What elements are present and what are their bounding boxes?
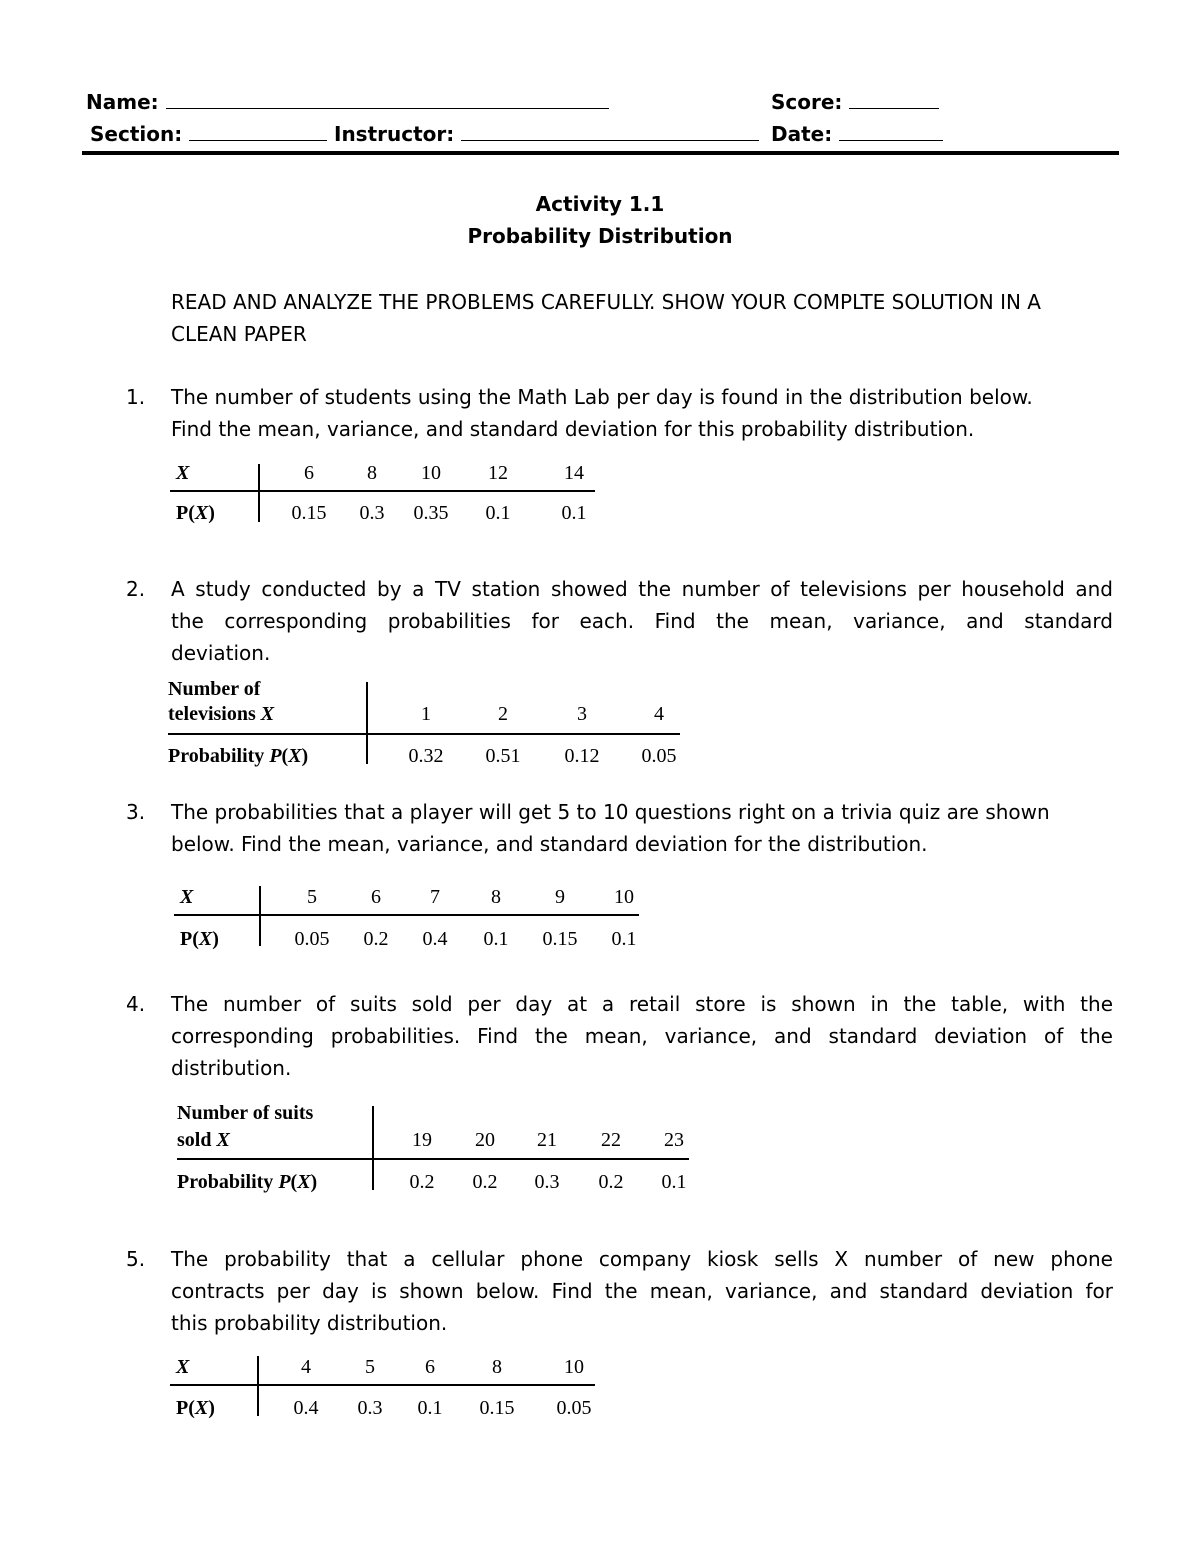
instructor-label: Instructor: [334, 122, 455, 146]
date-field[interactable] [839, 122, 943, 141]
x-value: 7 [430, 886, 440, 908]
distribution-table-1 [170, 458, 600, 530]
p-value: 0.35 [413, 502, 449, 524]
problem-text-line: deviation. [171, 641, 271, 665]
x-value: 3 [577, 703, 587, 725]
problem-text [171, 796, 1113, 860]
p-value: 0.1 [485, 502, 511, 524]
problem-number: 5. [126, 1247, 146, 1271]
table-rule [168, 733, 680, 735]
problem-text [171, 381, 1113, 445]
x-value: 8 [492, 1356, 502, 1378]
table-rule [174, 914, 639, 916]
p-value: 0.3 [359, 502, 385, 524]
table-px-label: P(X) [176, 502, 215, 524]
x-value: 4 [301, 1356, 311, 1378]
p-value: 0.05 [641, 745, 677, 767]
problem-number: 2. [126, 577, 146, 601]
date-row [771, 122, 943, 146]
x-value: 19 [412, 1129, 432, 1151]
section-row [90, 122, 327, 146]
p-value: 0.2 [363, 928, 389, 950]
problem-text-line: The number of students using the Math Lab per day is found in the distribution below. [171, 385, 1033, 409]
p-value: 0.15 [291, 502, 327, 524]
distribution-table-2 [168, 678, 688, 774]
instructor-row [334, 122, 759, 146]
p-value: 0.4 [422, 928, 448, 950]
problem-text-line: Find the mean, variance, and standard deviation for this probability distribution. [171, 417, 975, 441]
table-divider [372, 1106, 374, 1190]
table-px-label: Probability P(X) [177, 1171, 318, 1193]
p-value: 0.1 [561, 502, 587, 524]
p-value: 0.05 [294, 928, 330, 950]
x-value: 5 [365, 1356, 375, 1378]
table-divider [366, 682, 368, 764]
name-row [86, 90, 609, 114]
score-row [771, 90, 939, 114]
table-px-label: Probability P(X) [168, 745, 309, 767]
problem-number: 3. [126, 800, 146, 824]
table-x-label-b: sold X [177, 1129, 230, 1151]
table-px-label: P(X) [180, 928, 219, 950]
problem-text-line: The number of suits sold per day at a retail store is shown in the table, with the [171, 992, 1113, 1016]
p-value: 0.32 [408, 745, 444, 767]
x-value: 10 [421, 462, 441, 484]
table-px-label: P(X) [176, 1397, 215, 1419]
table-x-label: X [176, 1356, 190, 1378]
table-rule [177, 1158, 689, 1160]
p-value: 0.15 [479, 1397, 515, 1419]
instructions-line-2: CLEAN PAPER [171, 322, 307, 346]
x-value: 21 [537, 1129, 557, 1151]
p-value: 0.2 [409, 1171, 435, 1193]
table-x-label-a: Number of [168, 678, 261, 700]
p-value: 0.3 [357, 1397, 383, 1419]
x-value: 9 [555, 886, 565, 908]
x-value: 10 [564, 1356, 584, 1378]
p-value: 0.4 [293, 1397, 319, 1419]
name-field[interactable] [166, 90, 609, 109]
x-value: 6 [371, 886, 381, 908]
problem-number: 1. [126, 385, 146, 409]
instructor-field[interactable] [461, 122, 759, 141]
problem-text-line: A study conducted by a TV station showed the number of televisions per household and [171, 577, 1113, 601]
x-value: 2 [498, 703, 508, 725]
x-value: 6 [304, 462, 314, 484]
instructions-line-1: READ AND ANALYZE THE PROBLEMS CAREFULLY. SHOW YOUR COMPLTE SOLUTION IN A [171, 290, 1041, 314]
x-value: 12 [488, 462, 508, 484]
problem-text [171, 988, 1113, 1084]
p-value: 0.12 [564, 745, 600, 767]
problem-text-line: contracts per day is shown below. Find the mean, variance, and standard deviation for [171, 1279, 1113, 1303]
p-value: 0.15 [542, 928, 578, 950]
x-value: 6 [425, 1356, 435, 1378]
p-value: 0.51 [485, 745, 521, 767]
problem-number: 4. [126, 992, 146, 1016]
x-value: 22 [601, 1129, 621, 1151]
p-value: 0.1 [417, 1397, 443, 1419]
p-value: 0.2 [472, 1171, 498, 1193]
activity-subject: Probability Distribution [467, 224, 733, 248]
activity-title: Activity 1.1 [535, 192, 665, 216]
name-label: Name: [86, 90, 159, 114]
table-x-label: X [180, 886, 194, 908]
problem-text-line: corresponding probabilities. Find the mean, variance, and standard deviation of the [171, 1024, 1113, 1048]
problem-text-line: distribution. [171, 1056, 292, 1080]
p-value: 0.05 [556, 1397, 592, 1419]
problem-text [171, 1243, 1113, 1339]
table-x-label: X [176, 462, 190, 484]
table-x-label-b: televisions X [168, 703, 275, 725]
table-rule [170, 490, 595, 492]
distribution-table-3 [174, 882, 644, 954]
date-label: Date: [771, 122, 833, 146]
problem-text-line: the corresponding probabilities for each. Find the mean, variance, and standard [171, 609, 1113, 633]
table-x-label-a: Number of suits [177, 1102, 314, 1124]
table-rule [170, 1384, 595, 1386]
distribution-table-5 [170, 1352, 610, 1424]
problem-text [171, 573, 1113, 669]
x-value: 20 [475, 1129, 495, 1151]
table-divider [258, 464, 260, 522]
p-value: 0.1 [483, 928, 509, 950]
x-value: 5 [307, 886, 317, 908]
p-value: 0.1 [611, 928, 637, 950]
x-value: 10 [614, 886, 634, 908]
distribution-table-4 [177, 1102, 697, 1198]
section-field[interactable] [189, 122, 327, 141]
p-value: 0.1 [661, 1171, 687, 1193]
p-value: 0.2 [598, 1171, 624, 1193]
problem-text-line: this probability distribution. [171, 1311, 448, 1335]
table-divider [259, 886, 261, 946]
x-value: 23 [664, 1129, 684, 1151]
x-value: 14 [564, 462, 584, 484]
x-value: 8 [367, 462, 377, 484]
header-rule [82, 151, 1119, 155]
x-value: 4 [654, 703, 664, 725]
problem-text-line: The probabilities that a player will get 5 to 10 questions right on a trivia quiz are shown [171, 800, 1050, 824]
score-field[interactable] [849, 90, 939, 109]
problem-text-line: The probability that a cellular phone company kiosk sells X number of new phone [171, 1247, 1113, 1271]
x-value: 8 [491, 886, 501, 908]
x-value: 1 [421, 703, 431, 725]
section-label: Section: [90, 122, 183, 146]
score-label: Score: [771, 90, 843, 114]
p-value: 0.3 [534, 1171, 560, 1193]
table-divider [257, 1356, 259, 1416]
problem-text-line: below. Find the mean, variance, and standard deviation for the distribution. [171, 832, 928, 856]
